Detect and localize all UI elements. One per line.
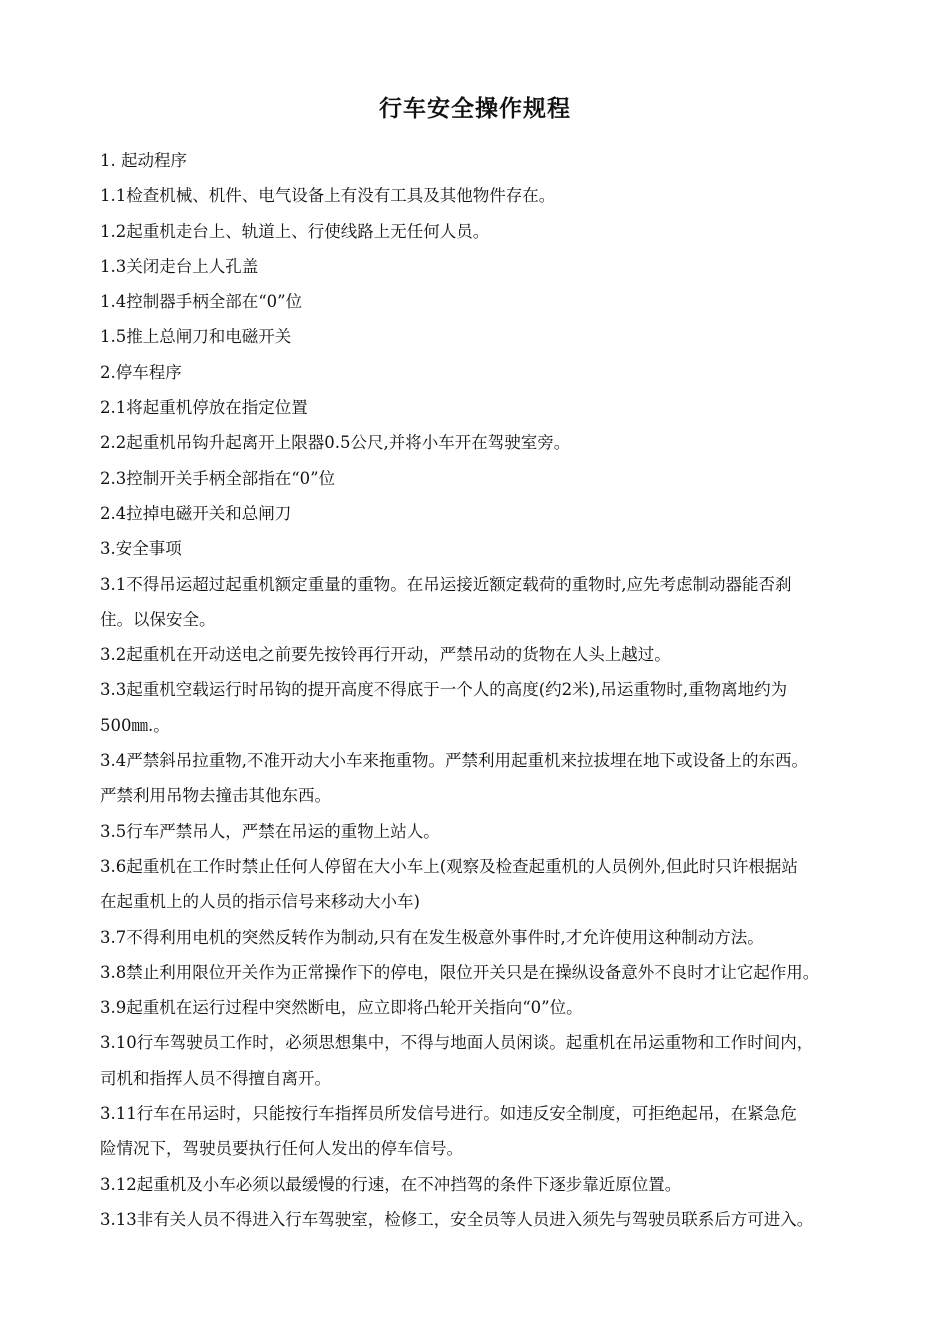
text-line: 1.5推上总闸刀和电磁开关	[100, 327, 292, 347]
text-line: 2.2起重机吊钩升起离开上限器0.5公尺,并将小车开在驾驶室旁。	[100, 433, 571, 453]
text-line: 3.2起重机在开动送电之前要先按铃再行开动，严禁吊动的货物在人头上越过。	[100, 645, 671, 665]
text-line: 3.3起重机空载运行时吊钩的提开高度不得底于一个人的高度(约2米),吊运重物时,重物离地约为	[100, 680, 788, 700]
text-line: 3.6起重机在工作时禁止任何人停留在大小车上(观察及检查起重机的人员例外,但此时只许根据站	[100, 856, 798, 876]
text-line: 1.1检查机械、机件、电气设备上有没有工具及其他物件存在。	[100, 186, 556, 206]
text-line: 2.4拉掉电磁开关和总闸刀	[100, 503, 292, 523]
text-line: 1.2起重机走台上、轨道上、行使线路上无任何人员。	[100, 221, 490, 241]
text-line: 3.5行车严禁吊人，严禁在吊运的重物上站人。	[100, 821, 440, 841]
text-line: 2.1将起重机停放在指定位置	[100, 398, 308, 418]
text-line: 险情况下，驾驶员要执行任何人发出的停车信号。	[100, 1139, 463, 1159]
text-line: 3.1不得吊运超过起重机额定重量的重物。在吊运接近额定载荷的重物时,应先考虑制动器能否刹	[100, 574, 792, 594]
text-line: 3.4严禁斜吊拉重物,不准开动大小车来拖重物。严禁利用起重机来拉拔埋在地下或设备上的东西。	[100, 751, 808, 771]
section-heading-stop-procedure: 2.停车程序	[100, 362, 182, 382]
text-line: 3.7不得利用电机的突然反转作为制动,只有在发生极意外事件时,才允许使用这种制动方法。	[100, 927, 764, 947]
text-line: 1.3关闭走台上人孔盖	[100, 256, 259, 276]
text-line: 3.8禁止利用限位开关作为正常操作下的停电，限位开关只是在操纵设备意外不良时才让它起作用。	[100, 962, 820, 982]
text-line: 3.11行车在吊运时，只能按行车指挥员所发信号进行。如违反安全制度，可拒绝起吊，在紧急危	[100, 1104, 797, 1124]
section-heading-safety-items: 3.安全事项	[100, 539, 182, 559]
document-body	[100, 143, 885, 1237]
text-line: 1.4控制器手柄全部在“0”位	[100, 292, 303, 312]
text-line: 3.10行车驾驶员工作时，必须思想集中，不得与地面人员闲谈。起重机在吊运重物和工作时间内，	[100, 1033, 814, 1053]
text-line: 2.3控制开关手柄全部指在“0”位	[100, 468, 336, 488]
section-heading-start-procedure: 1. 起动程序	[100, 151, 187, 170]
text-line: 3.12起重机及小车必须以最缓慢的行速，在不冲挡驾的条件下逐步靠近原位置。	[100, 1174, 682, 1194]
text-line: 住。以保安全。	[100, 609, 216, 629]
document-title: 行车安全操作规程	[379, 96, 571, 122]
text-line: 3.13非有关人员不得进入行车驾驶室，检修工，安全员等人员进入须先与驾驶员联系后方可进入。	[100, 1209, 814, 1229]
text-line: 500㎜.。	[100, 715, 170, 735]
text-line: 司机和指挥人员不得擅自离开。	[100, 1068, 331, 1088]
text-line: 3.9起重机在运行过程中突然断电，应立即将凸轮开关指向“0”位。	[100, 998, 583, 1018]
text-line: 在起重机上的人员的指示信号来移动大小车)	[100, 892, 420, 912]
text-line: 严禁利用吊物去撞击其他东西。	[100, 786, 331, 806]
